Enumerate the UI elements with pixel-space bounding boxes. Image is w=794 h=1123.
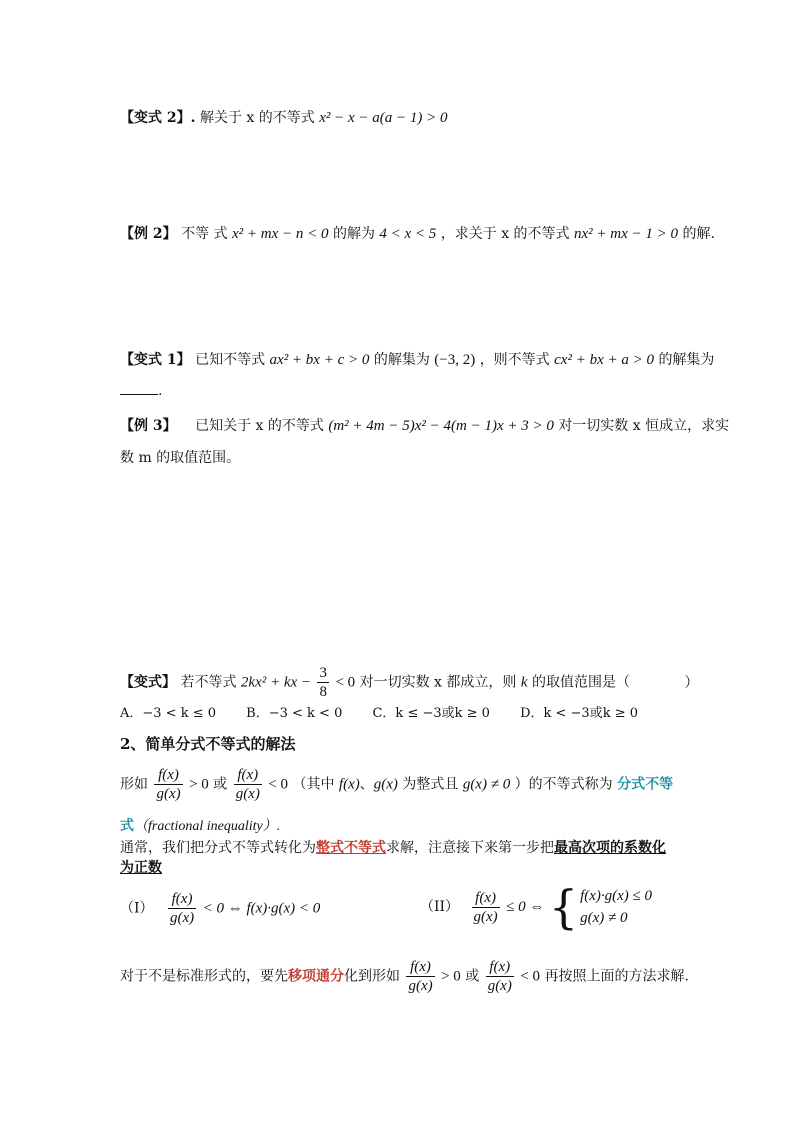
variant-formula-a: 2kx² + kx − [240, 674, 312, 691]
p1-d: ）的不等式称为 [514, 776, 613, 793]
variant1-text2: 的解集为 [373, 352, 430, 368]
frac-num: f(x) [234, 766, 262, 785]
option-a: A．−3 < k ≤ 0 [120, 706, 217, 721]
p2-a: 通常，我们把分式不等式转化为 [120, 840, 316, 856]
case1 [120, 890, 320, 927]
example3-text3: 数 m 的取值范围。 [120, 450, 241, 466]
example3-line2 [120, 448, 240, 468]
p3-lt: < 0 [520, 968, 541, 985]
variant-options [120, 704, 664, 724]
frac-den: g(x) [473, 908, 498, 925]
case2-system [548, 880, 653, 934]
variant-close: ） [684, 674, 699, 691]
brace-icon: { [548, 880, 579, 934]
variant1-formula1: ax² + bx + c > 0 [269, 352, 370, 368]
case2-fraction [472, 889, 500, 926]
p1-b: （其中 [292, 776, 335, 793]
english-term: （fractional inequality）. [134, 819, 281, 834]
frac-num: f(x) [406, 958, 434, 977]
p2-bold1: 最高次项的系数化 [554, 840, 666, 856]
frac-num: f(x) [472, 889, 500, 908]
frac-num: f(x) [154, 766, 182, 785]
example3-tag: 【例 3】 [120, 418, 177, 434]
example2-formula2: 4 < x < 5 [379, 226, 437, 242]
variant1-answer-line [120, 380, 162, 401]
frac-den: g(x) [156, 786, 181, 802]
section-p1-cont [120, 816, 280, 837]
case2-line1: f(x)·g(x) ≤ 0 [580, 888, 653, 904]
variant1-tag: 【变式 1】 [120, 352, 191, 368]
frac-den: g(x) [408, 978, 433, 994]
section-p1 [120, 766, 673, 803]
variant-text3: 的取值范围是（ [531, 674, 630, 691]
variant-text2: 对一切实数 x 都成立，则 [359, 674, 517, 691]
variant-fraction [317, 664, 329, 701]
variant1-formula2: (−3, 2) [434, 352, 476, 368]
fraction-fg-2 [234, 766, 262, 803]
p3-red: 移项通分 [288, 968, 344, 985]
p1-gx: g(x) [373, 776, 398, 793]
p1-c: 为整式且 [402, 776, 459, 793]
example2-formula3: nx² + mx − 1 > 0 [574, 226, 679, 242]
variant-frac-den: 8 [319, 684, 327, 700]
p1-a: 形如 [120, 776, 148, 793]
case1-relation: < 0 ⇔ f(x)·g(x) < 0 [202, 900, 321, 917]
case1-label: （I） [120, 900, 154, 917]
variant-formula-b: < 0 [335, 674, 356, 691]
variant1-line [120, 350, 714, 370]
option-b: B．−3 < k < 0 [246, 706, 343, 721]
p3-a: 对于不是标准形式的，要先 [120, 968, 288, 985]
frac-den: g(x) [487, 978, 512, 994]
variant1-end: . [158, 383, 163, 399]
example2-formula1: x² + mx − n < 0 [231, 226, 329, 242]
p1-fx: f(x) [338, 776, 360, 793]
p3-c: 再按照上面的方法求解. [544, 968, 689, 985]
example2-text4: 的解. [682, 226, 715, 242]
example2-text2: 的解为 [332, 226, 375, 242]
variant1-formula3: cx² + bx + a > 0 [554, 352, 654, 368]
p3-or: 或 [465, 968, 480, 985]
case1-fraction [168, 890, 196, 927]
section-p2-cont [120, 858, 162, 878]
example2-text1: 不等 式 [181, 226, 228, 242]
p3-fraction-2 [486, 958, 514, 995]
p3-b: 化到形如 [344, 968, 400, 985]
frac-num: f(x) [168, 890, 196, 909]
option-d: D．k < −3或k ≥ 0 [520, 706, 639, 721]
term-fractional-1: 分式不等 [617, 776, 674, 793]
case2-relation: ≤ 0 ⇔ [506, 899, 545, 915]
section-p3 [120, 958, 689, 995]
variant1-text1: 已知不等式 [195, 352, 266, 368]
example2-tag: 【例 2】 [120, 226, 177, 242]
lt-zero: < 0 [268, 776, 289, 793]
variant-frac-num: 3 [319, 665, 327, 681]
term-fractional-2: 式 [120, 818, 134, 834]
p1-sep: 、 [359, 776, 374, 793]
variant-text1: 若不等式 [180, 674, 237, 691]
variant-k: k [520, 674, 528, 691]
variant2-line [120, 108, 448, 128]
variant-tag: 【变式】 [120, 674, 176, 691]
option-c: C．k ≤ −3或k ≥ 0 [372, 706, 490, 721]
frac-num: f(x) [486, 958, 514, 977]
p3-fraction-1 [406, 958, 434, 995]
fraction-fg-1 [154, 766, 182, 803]
variant2-tag: 【变式 2】. [120, 110, 196, 126]
example3-text1: 已知关于 x 的不等式 [195, 418, 324, 434]
variant1-text3: ，则不等式 [479, 352, 550, 368]
or-text: 或 [213, 776, 228, 793]
example2-text3: ，求关于 x 的不等式 [440, 226, 570, 242]
p2-b: 求解，注意接下来第一步把 [386, 840, 554, 856]
answer-blank [120, 380, 158, 395]
frac-den: g(x) [169, 910, 195, 926]
case2 [420, 880, 653, 934]
gt-zero: > 0 [189, 776, 209, 793]
example2-line [120, 224, 715, 244]
example3-text2: 对一切实数 x 恒成立，求实 [558, 418, 730, 434]
variant1-text4: 的解集为 [658, 352, 715, 368]
example3-formula: (m² + 4m − 5)x² − 4(m − 1)x + 3 > 0 [328, 418, 554, 434]
p2-bold2: 为正数 [120, 860, 162, 876]
example3-line1 [120, 416, 729, 436]
frac-den: g(x) [235, 786, 260, 802]
variant2-formula: x² − x − a(a − 1) > 0 [319, 110, 448, 126]
section-heading: 2、简单分式不等式的解法 [120, 735, 296, 753]
case2-label: （II） [420, 899, 460, 915]
variant-line [120, 664, 698, 701]
p2-red: 整式不等式 [316, 840, 386, 856]
p1-cond: g(x) ≠ 0 [462, 776, 511, 793]
variant2-text: 解关于 x 的不等式 [199, 110, 315, 126]
section-p2 [120, 838, 666, 858]
case2-line2: g(x) ≠ 0 [580, 910, 628, 926]
p3-gt: > 0 [441, 968, 461, 985]
